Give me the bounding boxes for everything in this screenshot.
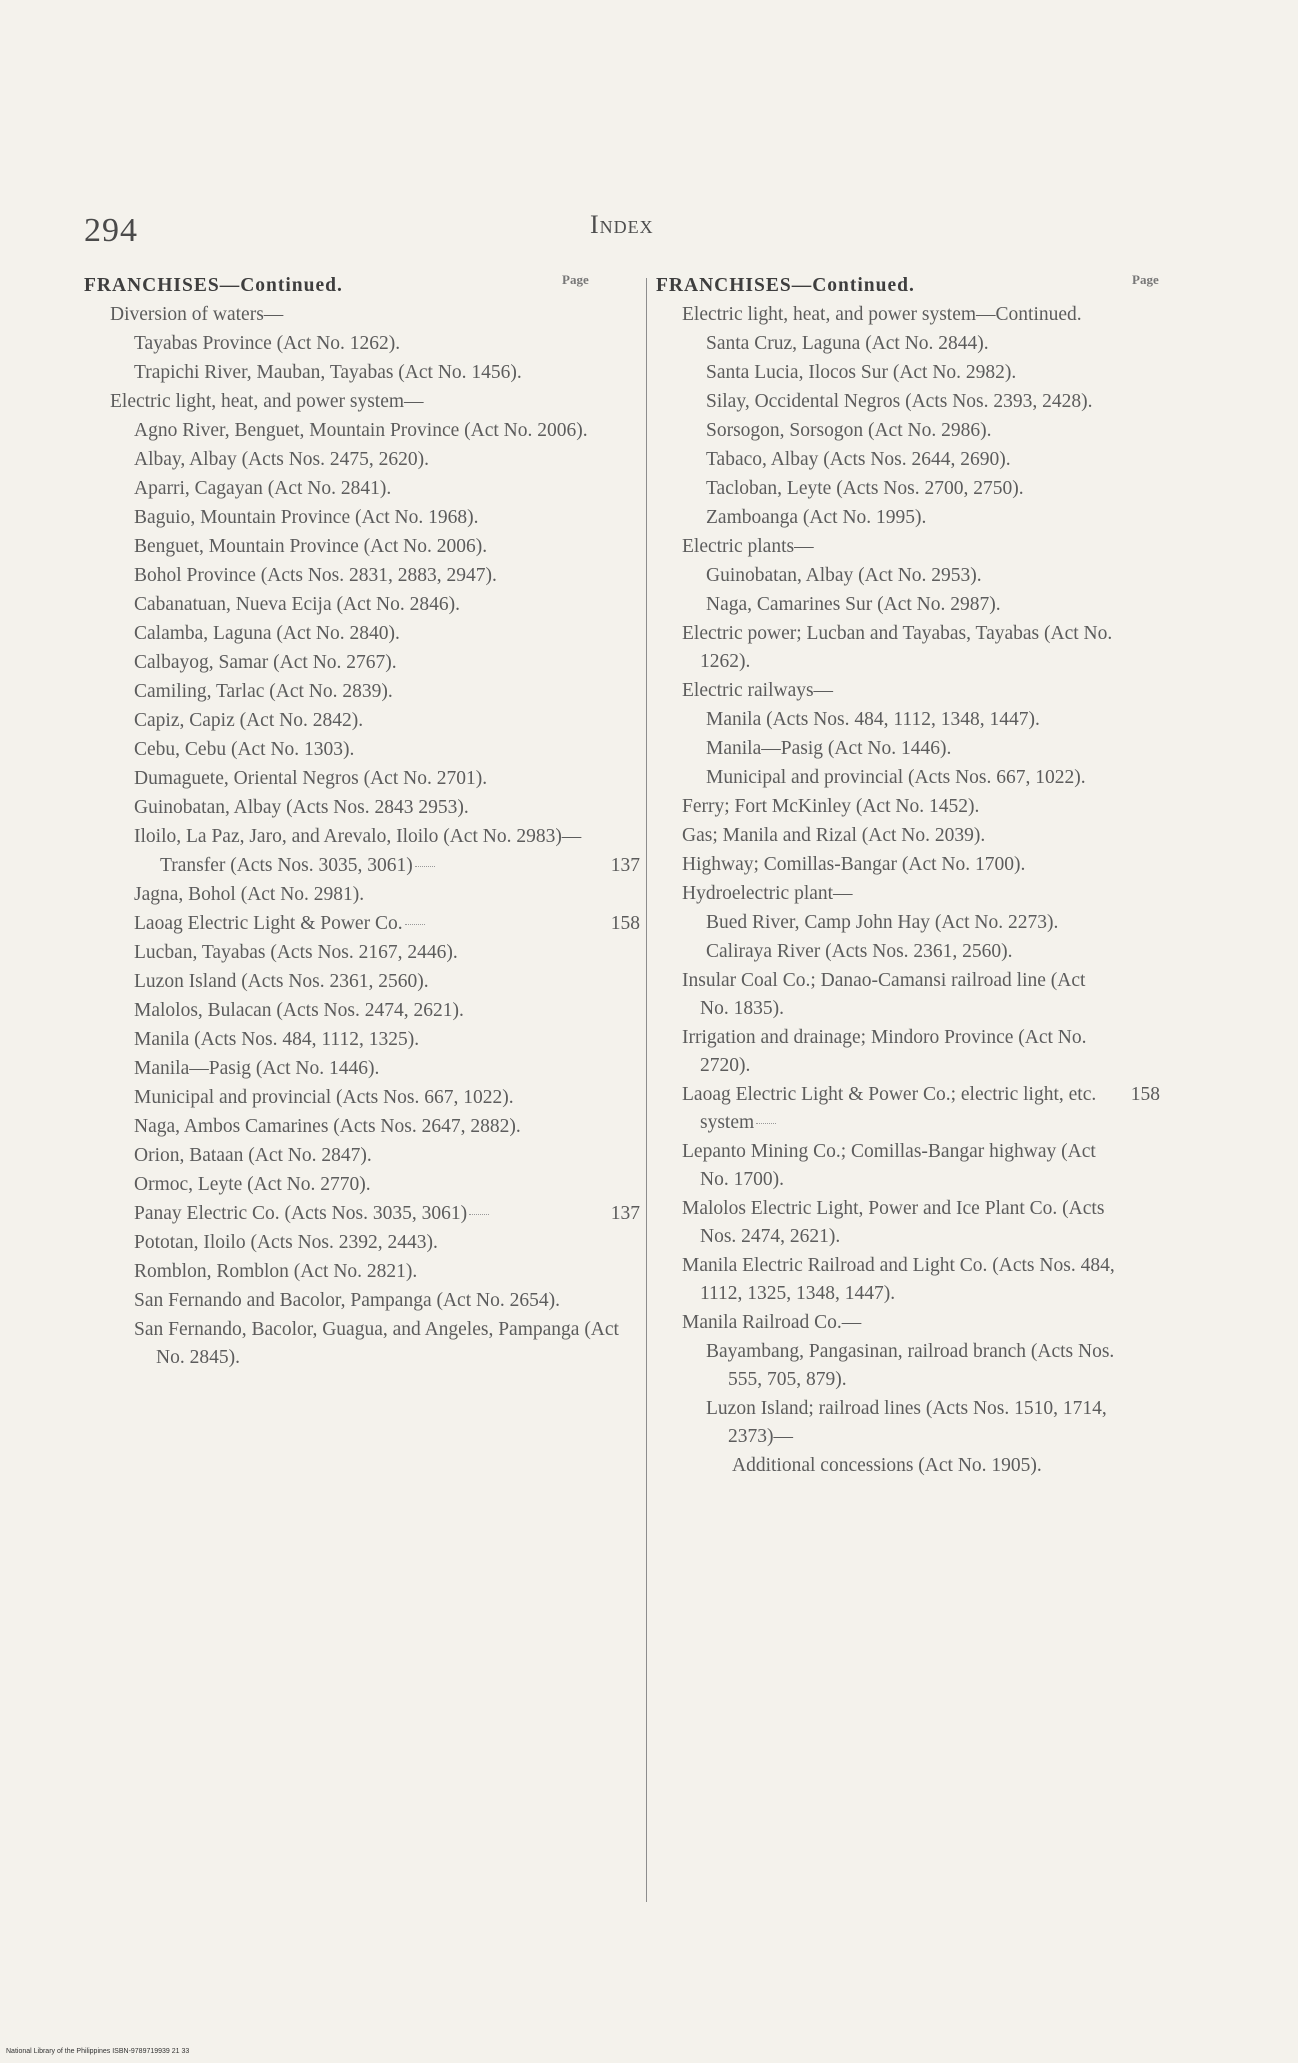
index-entry — [84, 359, 624, 387]
index-entry-text: Lepanto Mining Co.; Comillas-Bangar highway (Act No. 1700). — [682, 1141, 1096, 1190]
index-entry — [656, 475, 1116, 503]
index-entry-text: Electric power; Lucban and Tayabas, Tayabas (Act No. 1262). — [682, 623, 1113, 672]
index-entry-text: Tabaco, Albay (Acts Nos. 2644, 2690). — [706, 449, 1011, 470]
index-entry-text: Luzon Island (Acts Nos. 2361, 2560). — [134, 971, 429, 992]
index-entry-text: Agno River, Benguet, Mountain Province (Act No. 2006). — [134, 420, 588, 441]
index-entry-text: Aparri, Cagayan (Act No. 2841). — [134, 478, 392, 499]
index-entry-text: Sorsogon, Sorsogon (Act No. 2986). — [706, 420, 992, 441]
index-entry-text: Calbayog, Samar (Act No. 2767). — [134, 652, 397, 673]
index-entry — [84, 1113, 624, 1141]
index-entry — [656, 822, 1116, 850]
index-entry — [656, 967, 1116, 1023]
index-entry-text: Laoag Electric Light & Power Co. — [134, 913, 403, 934]
index-entry — [656, 591, 1116, 619]
index-entry-text: Dumaguete, Oriental Negros (Act No. 2701). — [134, 768, 488, 789]
index-heading — [656, 272, 1116, 300]
index-entry-text: Ormoc, Leyte (Act No. 2770). — [134, 1174, 371, 1195]
index-entry-text: Municipal and provincial (Acts Nos. 667, 1022). — [134, 1087, 514, 1108]
index-entry-text: Highway; Comillas-Bangar (Act No. 1700). — [682, 854, 1026, 875]
index-entry-text: Lucban, Tayabas (Acts Nos. 2167, 2446). — [134, 942, 458, 963]
index-entry-text: Benguet, Mountain Province (Act No. 2006). — [134, 536, 488, 557]
index-entry-text: Luzon Island; railroad lines (Acts Nos. 1510, 1714, 2373)— — [706, 1398, 1107, 1447]
index-entry — [84, 446, 624, 474]
index-entry-page: 158 — [610, 913, 640, 934]
index-entry — [656, 938, 1116, 966]
index-entry — [656, 417, 1116, 445]
index-entry-text: San Fernando, Bacolor, Guagua, and Angeles, Pampanga (Act No. 2845). — [134, 1319, 619, 1368]
index-entry-text: Baguio, Mountain Province (Act No. 1968). — [134, 507, 479, 528]
index-entry — [84, 794, 624, 822]
index-entry — [656, 1138, 1116, 1194]
index-entry-text: Cebu, Cebu (Act No. 1303). — [134, 739, 355, 760]
index-entry — [84, 1200, 640, 1228]
index-entry-text: Capiz, Capiz (Act No. 2842). — [134, 710, 364, 731]
page-number: 294 — [84, 212, 138, 249]
heading-text: FRANCHISES—Continued. — [656, 275, 915, 296]
index-entry — [84, 591, 624, 619]
index-entry-text: Insular Coal Co.; Danao-Camansi railroad line (Act No. 1835). — [682, 970, 1086, 1019]
index-entry — [84, 301, 624, 329]
index-entry-text: Hydroelectric plant— — [682, 883, 853, 904]
index-entry — [84, 910, 640, 938]
index-column-left — [84, 272, 640, 1373]
index-entry-text: Romblon, Romblon (Act No. 2821). — [134, 1261, 418, 1282]
index-entry-text: Ferry; Fort McKinley (Act No. 1452). — [682, 796, 980, 817]
index-entry-text: Manila (Acts Nos. 484, 1112, 1325). — [134, 1029, 420, 1050]
index-entry-page: 137 — [610, 855, 640, 876]
index-entry — [84, 736, 624, 764]
index-entry-text: Bayambang, Pangasinan, railroad branch (Acts Nos. 555, 705, 879). — [706, 1341, 1115, 1390]
index-entry — [656, 1309, 1116, 1337]
index-entry-text: Guinobatan, Albay (Acts Nos. 2843 2953). — [134, 797, 469, 818]
index-entry — [656, 1024, 1116, 1080]
index-entry — [656, 562, 1116, 590]
index-entry-text: Caliraya River (Acts Nos. 2361, 2560). — [706, 941, 1013, 962]
index-entry — [84, 504, 624, 532]
index-entry — [84, 533, 624, 561]
index-entry — [656, 764, 1116, 792]
index-entry — [656, 1252, 1116, 1308]
index-entry-text: Camiling, Tarlac (Act No. 2839). — [134, 681, 393, 702]
index-entry — [84, 678, 624, 706]
index-entry — [656, 909, 1116, 937]
index-entry — [84, 1258, 624, 1286]
index-entry — [656, 677, 1116, 705]
index-entry-text: Irrigation and drainage; Mindoro Province (Act No. 2720). — [682, 1027, 1087, 1076]
index-entry — [84, 1171, 624, 1199]
index-entry — [84, 939, 624, 967]
index-heading — [84, 272, 624, 300]
index-entry-text: Naga, Camarines Sur (Act No. 2987). — [706, 594, 1001, 615]
index-entry-text: Electric plants— — [682, 536, 814, 557]
index-entry — [84, 1026, 624, 1054]
heading-text: FRANCHISES—Continued. — [84, 275, 343, 296]
index-entry — [656, 706, 1116, 734]
running-head: Index — [590, 210, 654, 239]
page-column-label-left: Page — [562, 272, 589, 287]
index-entry — [84, 475, 624, 503]
index-entry-text: Manila Railroad Co.— — [682, 1312, 862, 1333]
index-entry — [656, 359, 1116, 387]
index-entries-right — [656, 301, 1160, 1480]
index-entry — [84, 562, 624, 590]
index-entry-text: Panay Electric Co. (Acts Nos. 3035, 3061) — [134, 1203, 468, 1224]
dot-leader — [469, 1214, 489, 1215]
index-entry — [656, 1081, 1160, 1137]
index-entry — [84, 1316, 624, 1372]
index-entry-text: Albay, Albay (Acts Nos. 2475, 2620). — [134, 449, 429, 470]
index-entry — [84, 1084, 624, 1112]
index-entry-text: Trapichi River, Mauban, Tayabas (Act No. 1456). — [134, 362, 522, 383]
index-entry-text: Jagna, Bohol (Act No. 2981). — [134, 884, 365, 905]
index-entry-text: Silay, Occidental Negros (Acts Nos. 2393, 2428). — [706, 391, 1093, 412]
index-entry-text: Zamboanga (Act No. 1995). — [706, 507, 927, 528]
index-entry-text: Naga, Ambos Camarines (Acts Nos. 2647, 2882). — [134, 1116, 521, 1137]
index-entry-text: Iloilo, La Paz, Jaro, and Arevalo, Iloilo (Act No. 2983)— — [134, 826, 582, 847]
index-entry-text: Calamba, Laguna (Act No. 2840). — [134, 623, 400, 644]
index-entry — [656, 1195, 1116, 1251]
index-entry — [656, 620, 1116, 676]
index-entry-text: Pototan, Iloilo (Acts Nos. 2392, 2443). — [134, 1232, 438, 1253]
index-entry-text: Manila—Pasig (Act No. 1446). — [134, 1058, 380, 1079]
index-entry — [656, 735, 1116, 763]
index-entry-text: Malolos, Bulacan (Acts Nos. 2474, 2621). — [134, 1000, 464, 1021]
index-entry-text: Electric light, heat, and power system— — [110, 391, 424, 412]
index-entry — [656, 793, 1116, 821]
index-entry-text: Tayabas Province (Act No. 1262). — [134, 333, 401, 354]
index-entry — [84, 330, 624, 358]
index-entry-text: Electric light, heat, and power system—Continued. — [682, 304, 1082, 325]
index-entry — [84, 1287, 624, 1315]
index-entry — [84, 649, 624, 677]
index-entry-text: Santa Cruz, Laguna (Act No. 2844). — [706, 333, 989, 354]
index-entry-text: Manila—Pasig (Act No. 1446). — [706, 738, 952, 759]
dot-leader — [415, 866, 435, 867]
index-entry-text: Transfer (Acts Nos. 3035, 3061) — [160, 855, 413, 876]
index-entry — [656, 388, 1116, 416]
index-entry-text: Gas; Manila and Rizal (Act No. 2039). — [682, 825, 986, 846]
index-entry-text: Tacloban, Leyte (Acts Nos. 2700, 2750). — [706, 478, 1024, 499]
dot-leader — [405, 924, 425, 925]
index-entry-text: Additional concessions (Act No. 1905). — [732, 1455, 1042, 1476]
index-entry-text: Guinobatan, Albay (Act No. 2953). — [706, 565, 982, 586]
index-entry — [84, 765, 624, 793]
index-entry-text: Orion, Bataan (Act No. 2847). — [134, 1145, 372, 1166]
index-entry-text: Santa Lucia, Ilocos Sur (Act No. 2982). — [706, 362, 1017, 383]
index-entry-text: Municipal and provincial (Acts Nos. 667, 1022). — [706, 767, 1086, 788]
index-entry-text: Bohol Province (Acts Nos. 2831, 2883, 2947). — [134, 565, 497, 586]
index-entry — [84, 823, 624, 851]
index-entry-text: Malolos Electric Light, Power and Ice Plant Co. (Acts Nos. 2474, 2621). — [682, 1198, 1105, 1247]
index-entry-text: Cabanatuan, Nueva Ecija (Act No. 2846). — [134, 594, 460, 615]
dot-leader — [756, 1123, 776, 1124]
page-column-label-right: Page — [1132, 272, 1159, 287]
index-entry-text: Diversion of waters— — [110, 304, 284, 325]
index-entry-text: San Fernando and Bacolor, Pampanga (Act No. 2654). — [134, 1290, 560, 1311]
index-entry — [84, 417, 624, 445]
index-entry — [656, 880, 1116, 908]
index-entry — [656, 1395, 1116, 1451]
index-entry-page: 158 — [1130, 1084, 1160, 1105]
index-entry — [84, 388, 624, 416]
index-entry — [656, 446, 1116, 474]
index-entry — [656, 1338, 1116, 1394]
index-entry — [656, 301, 1116, 329]
index-entry — [656, 504, 1116, 532]
index-entry — [656, 851, 1116, 879]
column-divider — [646, 278, 647, 1902]
scan-footer: National Library of the Philippines ISBN-9789719939 21 33 — [6, 2048, 190, 2055]
index-entry-text: Bued River, Camp John Hay (Act No. 2273). — [706, 912, 1059, 933]
index-entry — [84, 881, 624, 909]
index-entry-text: Electric railways— — [682, 680, 834, 701]
index-entry-page: 137 — [610, 1203, 640, 1224]
index-entries-left — [84, 301, 640, 1372]
index-entry — [84, 852, 640, 880]
index-entry-text: Laoag Electric Light & Power Co.; electric light, etc. system — [682, 1084, 1097, 1133]
index-entry — [84, 1055, 624, 1083]
index-entry — [84, 997, 624, 1025]
index-entry-text: Manila (Acts Nos. 484, 1112, 1348, 1447). — [706, 709, 1040, 730]
index-entry — [84, 1142, 624, 1170]
index-entry — [656, 1452, 1116, 1480]
index-entry — [656, 330, 1116, 358]
index-entry-text: Manila Electric Railroad and Light Co. (Acts Nos. 484, 1112, 1325, 1348, 1447). — [682, 1255, 1115, 1304]
index-entry — [84, 1229, 624, 1257]
index-entry — [656, 533, 1116, 561]
index-entry — [84, 707, 624, 735]
index-entry — [84, 620, 624, 648]
index-entry — [84, 968, 624, 996]
